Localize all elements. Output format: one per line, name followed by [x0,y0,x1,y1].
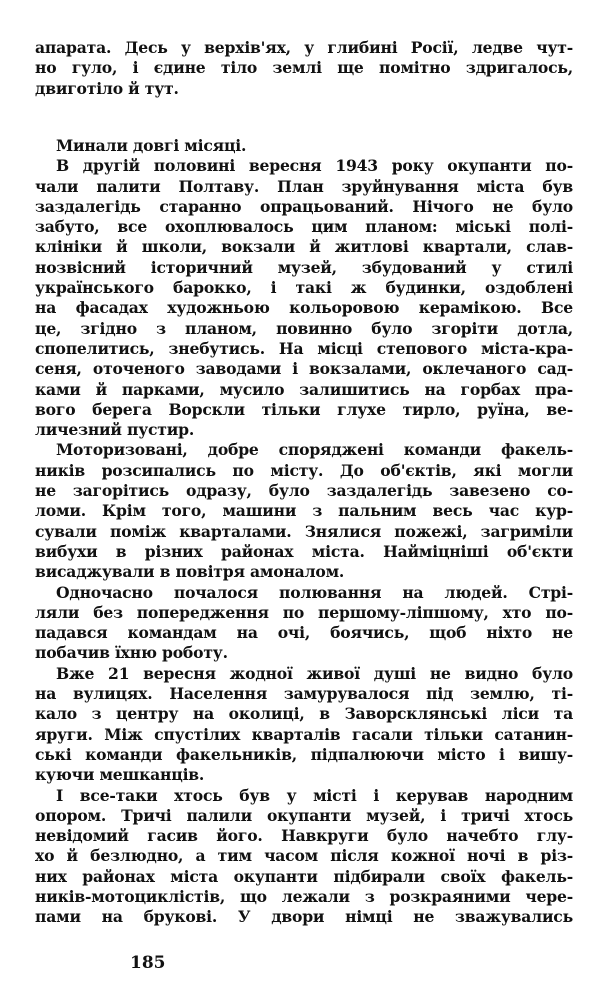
text-line: ляли без попередження по першому-ліпшому, хто по- [35,602,573,622]
text-line: ників розсипались по місту. До об'єктів, які могли [35,460,573,480]
text-line: ломи. Крім того, машини з пальним весь час кур- [35,501,573,521]
text-line: І все-таки хтось був у місті і керував народним [56,785,573,805]
text-line: пами на брукові. У двори німці не зважувались [35,907,573,927]
text-line: личезний пустир. [35,420,195,440]
text-line: чали палити Полтаву. План зруйнування міста був [35,176,573,196]
paragraph [35,583,573,664]
text-line: сеня, оточеного заводами і вокзалами, оклечаного сад- [35,359,573,379]
text-line: вого берега Ворскли тільки глухе тирло, руїна, ве- [35,399,573,419]
text-line: клініки й школи, вокзали й житлові квартали, слав- [35,237,573,257]
text-line: ками й парками, мусило залишитись на горбах пра- [35,379,573,399]
text-line: ські команди факельників, підпалюючи місто і вишу- [35,744,573,764]
text-line: побачив їхню роботу. [35,643,228,663]
paragraph [35,136,573,156]
text-line: заздалегідь старанно опрацьований. Нічого не було [35,196,573,216]
paragraph [35,440,573,582]
text-line: сували поміж кварталами. Знялися пожежі, загриміли [35,521,573,541]
text-line: опором. Тричі палили окупанти музей, і тричі хтось [35,805,573,825]
text-line: Вже 21 вересня жодної живої душі не видно було [56,663,573,683]
text-line: ників-мотоциклістів, що лежали з розкраяними чере- [35,886,573,906]
page-number: 185 [130,953,166,973]
text-line: Моторизовані, добре споряджені команди факель- [56,440,573,460]
text-line: невідомий гасив його. Навкруги було начебто глу- [35,826,573,846]
text-line: куючи мешканців. [35,765,205,785]
text-line: українського барокко, і такі ж будинки, оздоблені [35,278,573,298]
text-line: забуто, все охоплювалось цим планом: міські полі- [35,217,573,237]
text-line: падався командам на очі, боячись, щоб ніхто не [35,623,573,643]
text-line: В другій половині вересня 1943 року окупанти по- [56,156,573,176]
text-line: на вулицях. Населення замурувалося під землю, ті- [35,684,573,704]
paragraph [35,38,573,99]
paragraph [35,664,573,786]
text-block-top [35,38,573,99]
text-line: вибухи в різних районах міста. Наймiцніші об'єкти [35,541,573,561]
text-line: яруги. Між спустілих кварталів гасали тільки сатанин- [35,724,573,744]
text-line: но гуло, і єдине тіло землі ще помітно здригалось, [35,58,573,78]
text-line: них районах міста окупанти підбирали своїх факель- [35,866,573,886]
text-line: Минали довгі місяці. [56,136,247,155]
text-line: Одночасно почалося полювання на людей. Стрі- [56,582,573,602]
text-line: висаджували в повітря амоналом. [35,562,345,582]
paragraph [35,786,573,928]
text-line: апарата. Десь у верхів'ях, у глибині Росії, ледве чут- [35,38,573,57]
text-line: нозвісний історичний музей, збудований у стилі [35,257,573,277]
text-line: двиготіло й тут. [35,78,179,98]
text-line: це, згідно з планом, повинно було згоріти дотла, [35,318,573,338]
text-line: кало з центру на околиці, в Заворсклянські ліси та [35,704,573,724]
text-line: хо й безлюдно, а тим часом після кожної ночі в різ- [35,846,573,866]
text-line: не загорітись одразу, було заздалегідь завезено со- [35,481,573,501]
text-line: спопелитись, знебутись. На місці степового міста-кра- [35,338,573,358]
text-line: на фасадах художньою кольоровою керамікою. Все [35,298,573,318]
text-block-main [35,136,573,928]
paragraph [35,156,573,440]
